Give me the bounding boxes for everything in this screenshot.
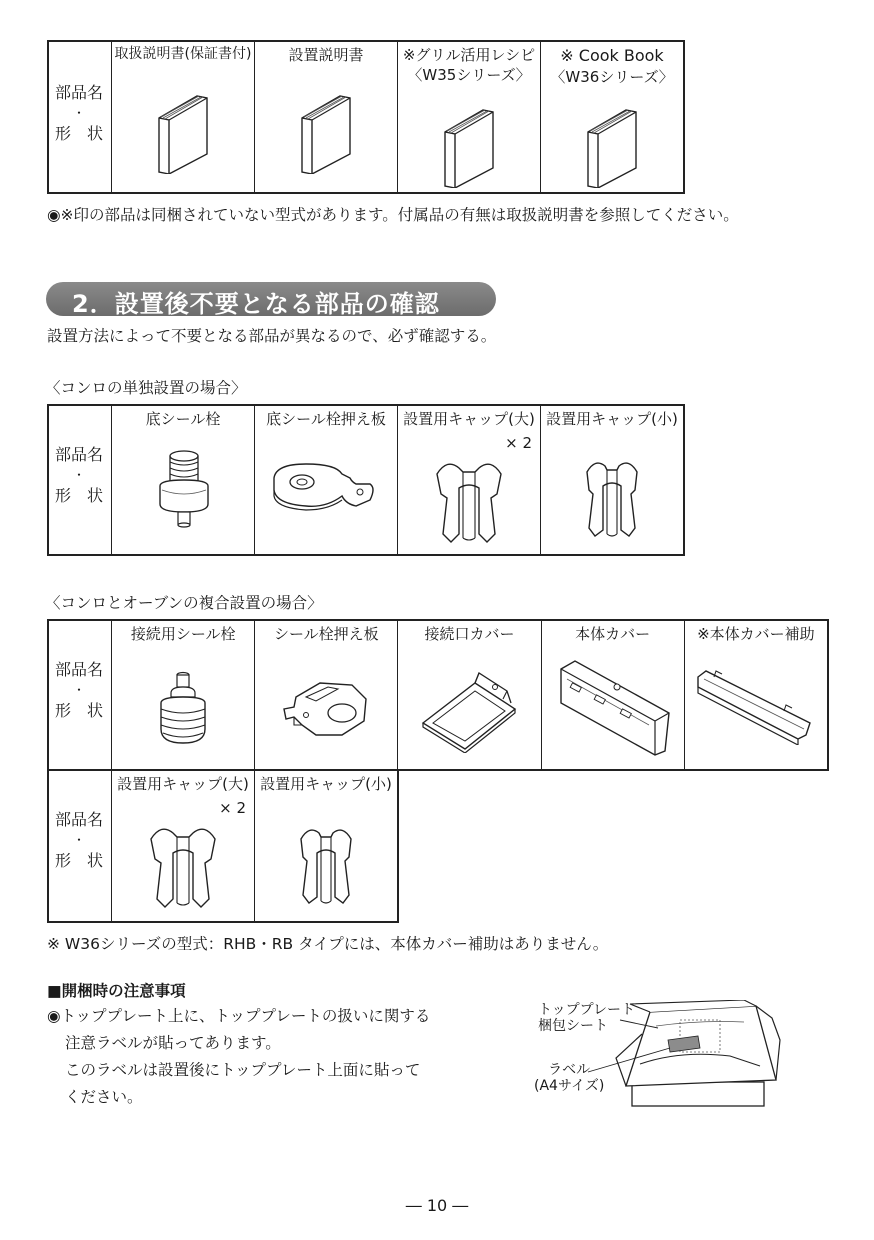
part-cell-cap-small	[255, 770, 399, 922]
doc-name: ※グリル活用レシピ	[402, 46, 536, 64]
unpacking-heading: ■開梱時の注意事項	[47, 982, 186, 1000]
doc-name: ※ Cook Book	[560, 46, 664, 65]
part-quantity: × 2	[505, 434, 532, 452]
part-cell-seal-plug-plate	[255, 620, 398, 770]
booklet-icon	[439, 108, 499, 188]
seal-plug-icon	[148, 446, 218, 536]
booklet-icon	[582, 108, 642, 188]
part-cell-cap-large	[112, 770, 255, 922]
unpacking-line: ください。	[65, 1088, 143, 1106]
row-header-name: 部品名	[55, 810, 104, 829]
section-description: 設置方法によって不要となる部品が異なるので、必ず確認する。	[47, 327, 497, 345]
unpacking-text	[47, 1003, 430, 1111]
part-cell-connection-cover	[398, 620, 541, 770]
booklet-icon	[153, 94, 213, 174]
doc-name: 取扱説明書(保証書付)	[114, 46, 252, 62]
doc-cell-cook-book	[541, 41, 685, 193]
row-header-shape: 形 状	[55, 485, 104, 505]
row-header: 部品名 ・ 形 状	[48, 620, 112, 770]
doc-cell-manual	[112, 41, 255, 193]
unpacking-line: このラベルは設置後にトッププレート上面に貼って	[65, 1061, 421, 1079]
part-name: 接続用シール栓	[130, 625, 236, 643]
combo-install-table-row1	[47, 619, 829, 771]
part-name: 設置用キャップ(小)	[260, 775, 392, 793]
note-unbundled-parts: ◉※印の部品は同梱されていない型式があります。付属品の有無は取扱説明書を参照してください。	[47, 206, 739, 224]
part-name: 底シール栓	[145, 410, 221, 428]
cap-large-icon	[429, 454, 509, 546]
row-header: 部品名 ・ 形 状	[48, 41, 112, 193]
unpacking-line: 注意ラベルが貼ってあります。	[65, 1034, 281, 1052]
cap-small-icon	[577, 454, 647, 542]
row-header: 部品名 ・ 形 状	[48, 770, 112, 922]
part-cell-cap-small	[541, 405, 685, 555]
part-quantity: × 2	[219, 799, 246, 817]
doc-cell-grill-recipe	[398, 41, 541, 193]
packaging-figure	[530, 1000, 790, 1112]
part-name: 本体カバー	[575, 625, 651, 643]
unpacking-line: ◉トッププレート上に、トッププレートの扱いに関する	[47, 1007, 431, 1025]
part-cell-bottom-seal-plug	[112, 405, 255, 555]
part-name: 設置用キャップ(大)	[117, 775, 249, 793]
doc-name: 設置説明書	[288, 46, 364, 64]
part-name: ※本体カバー補助	[697, 625, 815, 643]
retainer-plate-icon	[266, 456, 386, 526]
doc-series: 〈W35シリーズ〉	[407, 66, 531, 85]
part-cell-body-cover-aux	[684, 620, 828, 770]
part-name: 底シール栓押え板	[266, 410, 386, 428]
note-w36-series: ※ W36シリーズの型式：RHB・RB タイプには、本体カバー補助はありません。	[47, 935, 609, 953]
part-name: 接続口カバー	[424, 625, 515, 643]
row-header-shape: 形 状	[55, 123, 104, 143]
part-cell-seal-plug-retainer	[255, 405, 398, 555]
doc-cell-install-manual	[255, 41, 398, 193]
cap-small-icon	[291, 821, 361, 909]
cap-large-icon	[143, 819, 223, 911]
part-name: シール栓押え板	[273, 625, 379, 643]
row-header-shape: 形 状	[55, 850, 104, 870]
part-cell-cap-large	[398, 405, 541, 555]
connection-seal-plug-icon	[153, 667, 213, 757]
doc-series: 〈W36シリーズ〉	[550, 67, 674, 86]
figure-label-label: ラベル (A4サイズ)	[534, 1062, 605, 1094]
row-header-shape: 形 状	[55, 700, 104, 720]
combo-install-heading: 〈コンロとオーブンの複合設置の場合〉	[45, 594, 323, 612]
single-install-heading: 〈コンロの単独設置の場合〉	[45, 379, 247, 397]
page-number: ― 10 ―	[405, 1196, 469, 1215]
part-cell-body-cover	[541, 620, 684, 770]
body-cover-aux-icon	[694, 665, 818, 745]
combo-install-table-row2	[47, 769, 399, 923]
accessory-docs-table	[47, 40, 685, 194]
section-title: 2．設置後不要となる部品の確認	[72, 290, 440, 318]
row-header-name: 部品名	[55, 445, 104, 464]
row-header: 部品名 ・ 形 状	[48, 405, 112, 555]
part-name: 設置用キャップ(大)	[403, 410, 535, 428]
booklet-icon	[296, 94, 356, 174]
row-header-name: 部品名	[55, 83, 104, 102]
part-cell-connection-seal-plug	[112, 620, 255, 770]
figure-label-top-plate: トッププレート 梱包シート	[538, 1002, 636, 1034]
body-cover-icon	[551, 657, 675, 757]
connection-cover-icon	[415, 669, 525, 753]
row-header-name: 部品名	[55, 660, 104, 679]
seal-plate-icon	[276, 677, 376, 747]
part-name: 設置用キャップ(小)	[546, 410, 678, 428]
single-install-table	[47, 404, 685, 556]
